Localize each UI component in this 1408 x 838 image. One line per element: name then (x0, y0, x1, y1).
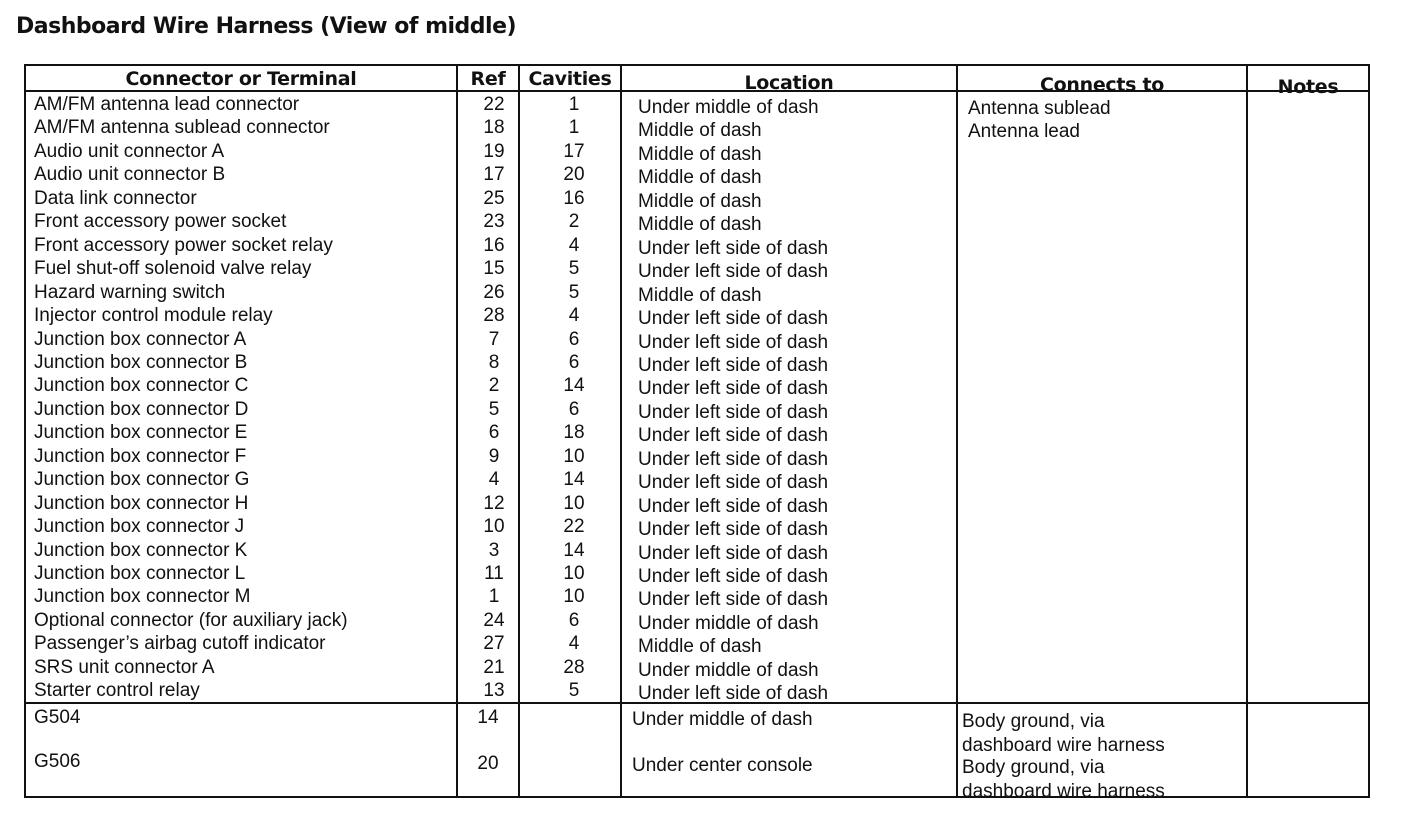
row-ref: 28 (483, 305, 505, 327)
row-ref: 4 (488, 469, 500, 491)
row-ref: 12 (483, 492, 505, 514)
row-cavities: 4 (568, 234, 580, 256)
row-name: Fuel shut-off solenoid valve relay (34, 258, 312, 280)
row-location: Under left side of dash (638, 237, 829, 259)
header-ref: Ref (470, 68, 506, 90)
row-cavities: 5 (568, 281, 580, 303)
row-ref: 19 (483, 140, 505, 162)
header-location: Location (744, 72, 834, 94)
row-cavities: 10 (563, 492, 585, 514)
row-name: Front accessory power socket relay (34, 234, 333, 256)
row-name: Data link connector (34, 187, 197, 209)
row-location: Middle of dash (638, 167, 762, 189)
column-divider (1246, 66, 1248, 796)
row-ref: 22 (483, 94, 505, 115)
row-ref: 24 (483, 609, 505, 631)
row-name: Junction box connector F (34, 445, 247, 467)
row-location: Under left side of dash (638, 566, 829, 587)
row-connects-to: Antenna lead (968, 121, 1080, 143)
row-name: Optional connector (for auxiliary jack) (34, 609, 348, 631)
header-notes: Notes (1277, 76, 1339, 98)
row-location: Under middle of dash (638, 612, 819, 634)
row-ref: 13 (483, 680, 505, 702)
header-connector: Connector or Terminal (125, 68, 357, 90)
row-location: Under middle of dash (638, 659, 819, 681)
row-ref: 10 (483, 516, 505, 538)
row-ref: 18 (483, 117, 505, 139)
row-location: Under left side of dash (638, 425, 829, 447)
row-name: Junction box connector D (34, 398, 249, 420)
row-cavities: 22 (563, 516, 585, 538)
row-location: Under left side of dash (638, 495, 829, 517)
row-location: Middle of dash (638, 190, 762, 212)
row-name: Audio unit connector B (34, 164, 226, 186)
row-cavities: 2 (568, 211, 580, 233)
row-name: Junction box connector G (34, 469, 250, 491)
row-cavities: 10 (563, 586, 585, 608)
ground-ref: 20 (477, 753, 499, 774)
row-ref: 9 (488, 445, 500, 467)
column-divider (456, 66, 458, 796)
row-location: Middle of dash (638, 143, 762, 165)
row-location: Under left side of dash (638, 331, 829, 353)
ground-connects-line2: dashboard wire harness (962, 735, 1165, 756)
page-title: Dashboard Wire Harness (View of middle) (16, 14, 517, 39)
row-cavities: 6 (568, 398, 580, 420)
row-ref: 17 (483, 164, 505, 186)
row-cavities: 6 (568, 328, 580, 350)
ground-connects-line1: Body ground, via (962, 757, 1105, 778)
row-cavities: 1 (568, 117, 580, 139)
header-cavities: Cavities (528, 68, 612, 90)
row-cavities: 4 (568, 305, 580, 327)
row-name: Junction box connector J (34, 516, 245, 538)
row-cavities: 5 (568, 680, 580, 702)
row-name: AM/FM antenna lead connector (34, 94, 300, 115)
row-cavities: 14 (563, 469, 585, 491)
row-location: Under left side of dash (638, 472, 829, 494)
row-connects-to: Antenna sublead (968, 98, 1111, 119)
column-divider (620, 66, 622, 796)
row-name: Junction box connector L (34, 563, 246, 584)
ground-name: G504 (34, 707, 81, 728)
row-ref: 25 (483, 187, 505, 209)
row-location: Under left side of dash (638, 589, 829, 611)
row-location: Under left side of dash (638, 519, 829, 541)
row-cavities: 28 (563, 656, 585, 678)
row-ref: 8 (488, 351, 500, 373)
ground-name: G506 (34, 751, 81, 772)
row-location: Under left side of dash (638, 401, 829, 423)
row-cavities: 18 (563, 422, 585, 444)
row-ref: 27 (483, 633, 505, 655)
row-name: AM/FM antenna sublead connector (34, 117, 330, 139)
row-cavities: 16 (563, 187, 585, 209)
row-cavities: 14 (563, 539, 585, 561)
row-ref: 1 (488, 586, 500, 608)
ground-location: Under center console (632, 755, 813, 776)
row-location: Under left side of dash (638, 308, 829, 330)
row-name: Starter control relay (34, 680, 200, 702)
ground-connects-line1: Body ground, via (962, 711, 1105, 732)
row-name: Front accessory power socket (34, 211, 287, 233)
row-cavities: 6 (568, 609, 580, 631)
row-cavities: 4 (568, 633, 580, 655)
harness-table (24, 64, 1370, 802)
row-location: Middle of dash (638, 284, 762, 306)
row-name: Junction box connector H (34, 492, 249, 514)
row-name: Junction box connector C (34, 375, 249, 397)
header-connects-to: Connects to (1039, 74, 1165, 96)
row-cavities: 17 (563, 140, 585, 162)
row-cavities: 6 (568, 351, 580, 373)
row-location: Middle of dash (638, 636, 762, 658)
row-name: Junction box connector A (34, 328, 247, 350)
column-divider (956, 66, 958, 796)
row-cavities: 1 (568, 94, 580, 115)
row-name: Junction box connector B (34, 351, 248, 373)
ground-connects-line2: dashboard wire harness (962, 781, 1165, 802)
row-ref: 26 (483, 281, 505, 303)
row-ref: 21 (483, 656, 505, 678)
row-ref: 3 (488, 539, 500, 561)
ground-location: Under middle of dash (632, 709, 813, 730)
row-ref: 5 (488, 398, 500, 420)
row-ref: 15 (483, 258, 505, 280)
row-location: Under left side of dash (638, 378, 829, 400)
row-name: Audio unit connector A (34, 140, 225, 162)
row-location: Under middle of dash (638, 97, 819, 118)
row-ref: 6 (488, 422, 500, 444)
row-name: Junction box connector M (34, 586, 251, 608)
row-cavities: 10 (563, 445, 585, 467)
row-name: Passenger’s airbag cutoff indicator (34, 633, 326, 655)
row-ref: 16 (483, 234, 505, 256)
row-ref: 2 (488, 375, 500, 397)
row-cavities: 20 (563, 164, 585, 186)
row-location: Under left side of dash (638, 261, 829, 283)
row-location: Middle of dash (638, 214, 762, 236)
row-ref: 7 (488, 328, 500, 350)
row-location: Middle of dash (638, 120, 762, 142)
row-ref: 11 (484, 563, 504, 584)
row-name: Junction box connector E (34, 422, 248, 444)
row-name: Hazard warning switch (34, 281, 226, 303)
row-location: Under left side of dash (638, 683, 829, 705)
row-location: Under left side of dash (638, 354, 829, 376)
row-cavities: 10 (563, 563, 585, 584)
ground-ref: 14 (477, 707, 499, 728)
row-cavities: 14 (563, 375, 585, 397)
row-name: Junction box connector K (34, 539, 248, 561)
row-name: Injector control module relay (34, 305, 273, 327)
row-location: Under left side of dash (638, 448, 829, 470)
row-location: Under left side of dash (638, 542, 829, 564)
row-cavities: 5 (568, 258, 580, 280)
row-name: SRS unit connector A (34, 656, 215, 678)
row-ref: 23 (483, 211, 505, 233)
